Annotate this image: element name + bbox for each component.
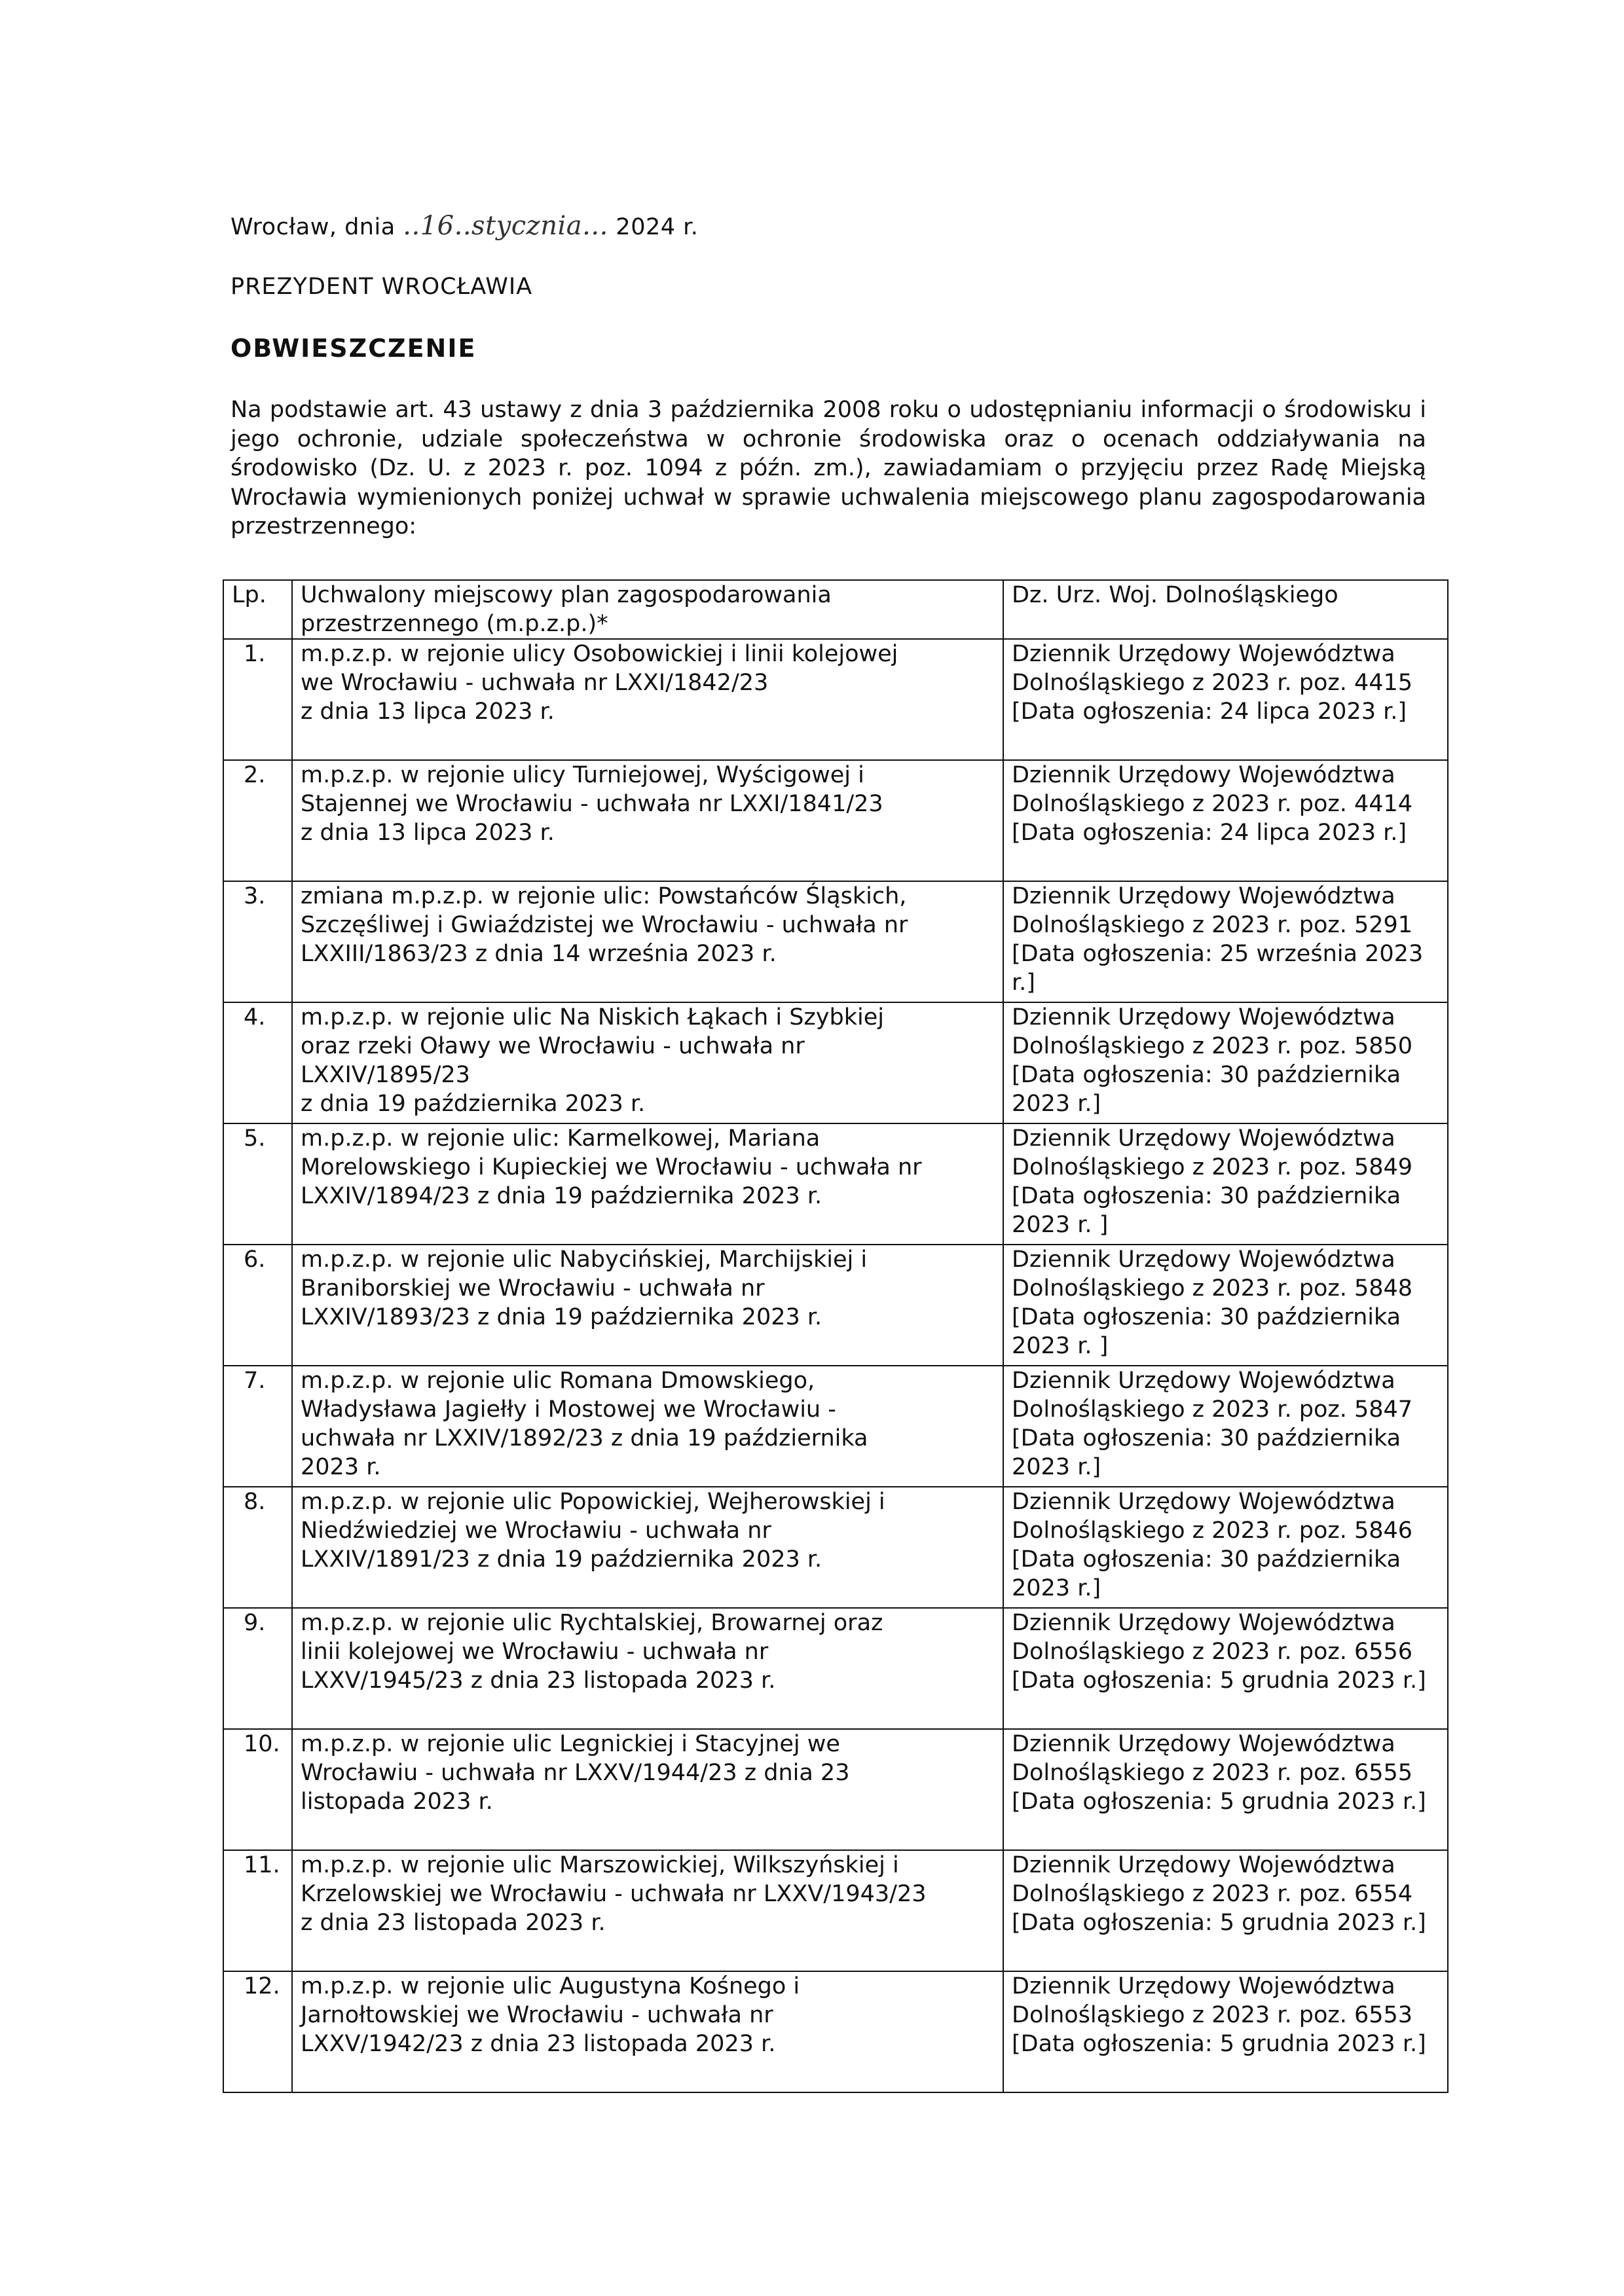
row-number: 8.: [244, 1489, 266, 1515]
row-number: 4.: [244, 1004, 266, 1030]
row-number: 11.: [244, 1852, 280, 1878]
plan-description-cell: [292, 1971, 1003, 2092]
row-number: 5.: [244, 1125, 266, 1152]
plan-description: m.p.z.p. w rejonie ulic Nabycińskiej, Marchijskiej i Braniborskiej we Wrocławiu - uchwała nr LXXIV/1893/23 z dnia 19 października 2023 r.: [301, 1247, 868, 1330]
publication-reference-cell: [1003, 1850, 1448, 1971]
publication-reference-cell: [1003, 639, 1448, 760]
header-publication: Dz. Urz. Woj. Dolnośląskiego: [1003, 580, 1448, 639]
publication-reference: Dziennik Urzędowy Województwa Dolnośląskiego z 2023 r. poz. 6556 [Data ogłoszenia: 5 grudnia 2023 r.]: [1012, 1610, 1426, 1694]
plan-description: m.p.z.p. w rejonie ulic Romana Dmowskiego, Władysława Jagiełły i Mostowej we Wrocławiu - uchwała nr LXXIV/1892/23 z dnia 19 października 2023 r.: [301, 1368, 868, 1480]
plan-description-cell: [292, 1245, 1003, 1366]
publication-reference-cell: [1003, 1002, 1448, 1123]
publication-reference-cell: [1003, 1971, 1448, 2092]
row-number-cell: [223, 1123, 292, 1245]
handwritten-date: ..16..stycznia...: [403, 211, 608, 241]
publication-reference: Dziennik Urzędowy Województwa Dolnośląskiego z 2023 r. poz. 5848 [Data ogłoszenia: 30 października 2023 r. ]: [1012, 1247, 1413, 1359]
plan-description-cell: [292, 1608, 1003, 1729]
intro-paragraph: Na podstawie art. 43 ustawy z dnia 3 października 2008 roku o udostępnianiu informacji o środowisku i jego ochronie, udziale społeczeństwa w ochronie środowiska oraz o ocenach oddziaływania na środowisko (Dz. U. z 2023 r. poz. 1094 z późn. zm.), zawiadamiam o przyjęciu przez Radę Miejską Wrocławia wymienionych poniżej uchwał w sprawie uchwalenia miejscowego planu zagospodarowania przestrzennego:: [231, 397, 1426, 539]
plan-description: m.p.z.p. w rejonie ulic Augustyna Kośnego i Jarnołtowskiej we Wrocławiu - uchwała nr LXXV/1942/23 z dnia 23 listopada 2023 r.: [301, 1973, 800, 2057]
date-year: 2024 r.: [616, 214, 699, 240]
row-number-cell: [223, 1002, 292, 1123]
table-row: [223, 1608, 1448, 1729]
publication-reference-cell: [1003, 1487, 1448, 1608]
authority-name: PREZYDENT WROCŁAWIA: [231, 274, 533, 300]
publication-reference: Dziennik Urzędowy Województwa Dolnośląskiego z 2023 r. poz. 4414 [Data ogłoszenia: 24 lipca 2023 r.]: [1012, 762, 1413, 846]
row-number: 6.: [244, 1247, 266, 1273]
row-number: 1.: [244, 641, 266, 667]
plan-description-cell: [292, 1123, 1003, 1245]
plan-description-cell: [292, 1002, 1003, 1123]
row-number: 9.: [244, 1610, 266, 1636]
table-row: [223, 881, 1448, 1002]
document-title: OBWIESZCZENIE: [231, 334, 477, 363]
plan-description: m.p.z.p. w rejonie ulic: Karmelkowej, Mariana Morelowskiego i Kupieckiej we Wrocławiu - uchwała nr LXXIV/1894/23 z dnia 19 października 2023 r.: [301, 1125, 922, 1209]
publication-reference-cell: [1003, 1608, 1448, 1729]
publication-reference: Dziennik Urzędowy Województwa Dolnośląskiego z 2023 r. poz. 5847 [Data ogłoszenia: 30 października 2023 r.]: [1012, 1368, 1413, 1480]
table-row: [223, 1366, 1448, 1487]
plan-description: m.p.z.p. w rejonie ulicy Turniejowej, Wyścigowej i Stajennej we Wrocławiu - uchwała nr LXXI/1841/23 z dnia 13 lipca 2023 r.: [301, 762, 883, 846]
publication-reference: Dziennik Urzędowy Województwa Dolnośląskiego z 2023 r. poz. 5846 [Data ogłoszenia: 30 października 2023 r.]: [1012, 1489, 1413, 1601]
row-number-cell: [223, 881, 292, 1002]
table-row: [223, 639, 1448, 760]
plan-description-cell: [292, 881, 1003, 1002]
plan-description-cell: [292, 639, 1003, 760]
plan-description: m.p.z.p. w rejonie ulic Popowickiej, Wejherowskiej i Niedźwiedziej we Wrocławiu - uchwała nr LXXIV/1891/23 z dnia 19 października 2023 r.: [301, 1489, 885, 1573]
publication-reference: Dziennik Urzędowy Województwa Dolnośląskiego z 2023 r. poz. 5850 [Data ogłoszenia: 30 października 2023 r.]: [1012, 1004, 1413, 1117]
plan-description-cell: [292, 1366, 1003, 1487]
plan-description-cell: [292, 760, 1003, 881]
publication-reference-cell: [1003, 1729, 1448, 1850]
table-row: [223, 1245, 1448, 1366]
table-row: [223, 1971, 1448, 2092]
publication-reference: Dziennik Urzędowy Województwa Dolnośląskiego z 2023 r. poz. 6555 [Data ogłoszenia: 5 grudnia 2023 r.]: [1012, 1731, 1426, 1815]
publication-reference-cell: [1003, 1245, 1448, 1366]
row-number: 2.: [244, 762, 266, 788]
date-prefix: Wrocław, dnia: [231, 214, 396, 240]
publication-reference: Dziennik Urzędowy Województwa Dolnośląskiego z 2023 r. poz. 6553 [Data ogłoszenia: 5 grudnia 2023 r.]: [1012, 1973, 1426, 2057]
row-number-cell: [223, 1729, 292, 1850]
publication-reference: Dziennik Urzędowy Województwa Dolnośląskiego z 2023 r. poz. 5291 [Data ogłoszenia: 25 września 2023 r.]: [1012, 883, 1424, 996]
row-number-cell: [223, 1245, 292, 1366]
plan-description-cell: [292, 1487, 1003, 1608]
publication-reference-cell: [1003, 1366, 1448, 1487]
row-number-cell: [223, 1487, 292, 1608]
row-number: 10.: [244, 1731, 280, 1757]
publication-reference-cell: [1003, 881, 1448, 1002]
row-number-cell: [223, 639, 292, 760]
publication-reference-cell: [1003, 760, 1448, 881]
plan-description: m.p.z.p. w rejonie ulic Legnickiej i Stacyjnej we Wrocławiu - uchwała nr LXXV/1944/23 z dnia 23 listopada 2023 r.: [301, 1731, 850, 1815]
publication-reference-cell: [1003, 1123, 1448, 1245]
publication-reference: Dziennik Urzędowy Województwa Dolnośląskiego z 2023 r. poz. 5849 [Data ogłoszenia: 30 października 2023 r. ]: [1012, 1125, 1413, 1238]
row-number-cell: [223, 1971, 292, 2092]
plan-description: m.p.z.p. w rejonie ulic Marszowickiej, Wilkszyńskiej i Krzelowskiej we Wrocławiu - uchwała nr LXXV/1943/23 z dnia 23 listopada 2023 r.: [301, 1852, 927, 1936]
plan-description-cell: [292, 1729, 1003, 1850]
publication-reference: Dziennik Urzędowy Województwa Dolnośląskiego z 2023 r. poz. 6554 [Data ogłoszenia: 5 grudnia 2023 r.]: [1012, 1852, 1426, 1936]
row-number-cell: [223, 760, 292, 881]
row-number: 3.: [244, 883, 266, 909]
plan-description: m.p.z.p. w rejonie ulic Rychtalskiej, Browarnej oraz linii kolejowej we Wrocławiu - uchwała nr LXXV/1945/23 z dnia 23 listopada 2023 r.: [301, 1610, 883, 1694]
row-number: 7.: [244, 1368, 266, 1394]
table-row: [223, 760, 1448, 881]
table-header-row: [223, 580, 1448, 639]
row-number-cell: [223, 1850, 292, 1971]
table-row: [223, 1123, 1448, 1245]
table-row: [223, 1729, 1448, 1850]
row-number-cell: [223, 1366, 292, 1487]
plan-description: zmiana m.p.z.p. w rejonie ulic: Powstańców Śląskich, Szczęśliwej i Gwiaździstej we Wrocławiu - uchwała nr LXXIII/1863/23 z dnia 14 września 2023 r.: [301, 883, 908, 967]
plan-description: m.p.z.p. w rejonie ulicy Osobowickiej i linii kolejowej we Wrocławiu - uchwała nr LXXI/1842/23 z dnia 13 lipca 2023 r.: [301, 641, 898, 725]
row-number-cell: [223, 1608, 292, 1729]
plan-description: m.p.z.p. w rejonie ulic Na Niskich Łąkach i Szybkiej oraz rzeki Oławy we Wrocławiu - uchwała nr LXXIV/1895/23 z dnia 19 października 2023 r.: [301, 1004, 884, 1117]
table-body: [223, 639, 1448, 2092]
publication-reference: Dziennik Urzędowy Województwa Dolnośląskiego z 2023 r. poz. 4415 [Data ogłoszenia: 24 lipca 2023 r.]: [1012, 641, 1413, 725]
header-lp: Lp.: [223, 580, 292, 639]
table-row: [223, 1002, 1448, 1123]
plan-description-cell: [292, 1850, 1003, 1971]
resolutions-table: [223, 579, 1449, 2093]
table-row: [223, 1487, 1448, 1608]
date-line: [231, 211, 698, 241]
row-number: 12.: [244, 1973, 280, 1999]
table-row: [223, 1850, 1448, 1971]
header-plan: Uchwalony miejscowy plan zagospodarowania przestrzennego (m.p.z.p.)*: [292, 580, 1003, 639]
